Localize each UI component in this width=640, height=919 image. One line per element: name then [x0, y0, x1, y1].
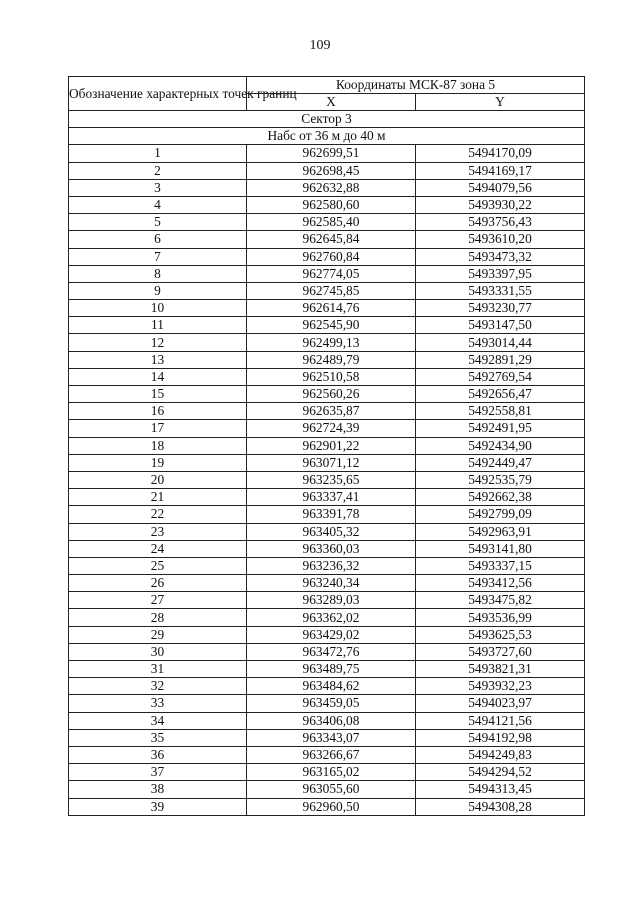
y-coordinate-cell: 5493473,32 — [416, 248, 585, 265]
y-coordinate-cell: 5492963,91 — [416, 523, 585, 540]
x-coordinate-cell: 963165,02 — [247, 764, 416, 781]
table-row — [69, 626, 585, 643]
point-number-cell: 1 — [69, 145, 247, 162]
point-number-cell: 20 — [69, 471, 247, 488]
table-row — [69, 798, 585, 815]
table-row — [69, 368, 585, 385]
y-coordinate-cell: 5493625,53 — [416, 626, 585, 643]
point-number-cell: 2 — [69, 162, 247, 179]
table-row — [69, 282, 585, 299]
x-coordinate-cell: 962489,79 — [247, 351, 416, 368]
table-row — [69, 420, 585, 437]
point-number-cell: 21 — [69, 489, 247, 506]
x-coordinate-cell: 962560,26 — [247, 386, 416, 403]
header-row — [69, 77, 585, 94]
x-coordinate-cell: 963055,60 — [247, 781, 416, 798]
y-coordinate-cell: 5493930,22 — [416, 196, 585, 213]
table-row — [69, 678, 585, 695]
x-coordinate-cell: 963362,02 — [247, 609, 416, 626]
point-number-cell: 13 — [69, 351, 247, 368]
y-coordinate-cell: 5493141,80 — [416, 540, 585, 557]
y-coordinate-cell: 5494079,56 — [416, 179, 585, 196]
x-coordinate-cell: 962545,90 — [247, 317, 416, 334]
table-row — [69, 609, 585, 626]
y-coordinate-cell: 5494121,56 — [416, 712, 585, 729]
y-coordinate-cell: 5492656,47 — [416, 386, 585, 403]
point-number-cell: 6 — [69, 231, 247, 248]
point-number-cell: 25 — [69, 557, 247, 574]
y-coordinate-cell: 5493230,77 — [416, 300, 585, 317]
y-coordinate-cell: 5492662,38 — [416, 489, 585, 506]
table-row — [69, 764, 585, 781]
y-coordinate-cell: 5493756,43 — [416, 214, 585, 231]
point-number-cell: 34 — [69, 712, 247, 729]
table-row — [69, 781, 585, 798]
y-coordinate-cell: 5492558,81 — [416, 403, 585, 420]
point-number-cell: 26 — [69, 575, 247, 592]
point-number-cell: 8 — [69, 265, 247, 282]
table-row — [69, 540, 585, 557]
y-coordinate-cell: 5493397,95 — [416, 265, 585, 282]
point-number-cell: 24 — [69, 540, 247, 557]
sector-row — [69, 111, 585, 128]
x-coordinate-cell: 962960,50 — [247, 798, 416, 815]
table-row — [69, 454, 585, 471]
table-row — [69, 729, 585, 746]
table-row — [69, 196, 585, 213]
height-range-row — [69, 128, 585, 145]
point-number-cell: 12 — [69, 334, 247, 351]
coordinates-table-body — [69, 77, 585, 816]
point-number-cell: 18 — [69, 437, 247, 454]
point-number-cell: 15 — [69, 386, 247, 403]
x-coordinate-cell: 963337,41 — [247, 489, 416, 506]
x-coordinate-cell: 962614,76 — [247, 300, 416, 317]
x-coordinate-cell: 962645,84 — [247, 231, 416, 248]
x-coordinate-cell: 963406,08 — [247, 712, 416, 729]
x-coordinate-cell: 962635,87 — [247, 403, 416, 420]
x-coordinate-cell: 963289,03 — [247, 592, 416, 609]
y-coordinate-cell: 5493014,44 — [416, 334, 585, 351]
x-coordinate-cell: 962745,85 — [247, 282, 416, 299]
y-coordinate-cell: 5494192,98 — [416, 729, 585, 746]
point-number-cell: 33 — [69, 695, 247, 712]
y-coordinate-cell: 5493727,60 — [416, 643, 585, 660]
table-row — [69, 695, 585, 712]
x-coordinate-cell: 963235,65 — [247, 471, 416, 488]
x-coordinate-cell: 962724,39 — [247, 420, 416, 437]
y-coordinate-cell: 5493610,20 — [416, 231, 585, 248]
y-coordinate-cell: 5492491,95 — [416, 420, 585, 437]
point-number-cell: 35 — [69, 729, 247, 746]
y-coordinate-cell: 5493412,56 — [416, 575, 585, 592]
point-number-cell: 38 — [69, 781, 247, 798]
y-coordinate-cell: 5492449,47 — [416, 454, 585, 471]
table-row — [69, 351, 585, 368]
y-coordinate-cell: 5494308,28 — [416, 798, 585, 815]
table-row — [69, 334, 585, 351]
x-coordinate-cell: 963240,34 — [247, 575, 416, 592]
table-row — [69, 506, 585, 523]
y-coordinate-cell: 5494249,83 — [416, 746, 585, 763]
point-number-cell: 17 — [69, 420, 247, 437]
point-number-cell: 39 — [69, 798, 247, 815]
y-coordinate-cell: 5493475,82 — [416, 592, 585, 609]
x-coordinate-cell: 963266,67 — [247, 746, 416, 763]
table-row — [69, 437, 585, 454]
table-row — [69, 265, 585, 282]
point-number-cell: 31 — [69, 661, 247, 678]
point-number-cell: 37 — [69, 764, 247, 781]
coordinates-table — [68, 76, 585, 816]
x-coordinate-cell: 963391,78 — [247, 506, 416, 523]
point-number-cell: 11 — [69, 317, 247, 334]
x-coordinate-cell: 963472,76 — [247, 643, 416, 660]
y-coordinate-cell: 5494023,97 — [416, 695, 585, 712]
point-label-header: Обозначение характерных точек границ — [69, 77, 247, 111]
x-coordinate-cell: 963405,32 — [247, 523, 416, 540]
x-coordinate-cell: 963459,05 — [247, 695, 416, 712]
x-coordinate-cell: 962699,51 — [247, 145, 416, 162]
table-row — [69, 523, 585, 540]
point-number-cell: 29 — [69, 626, 247, 643]
table-row — [69, 489, 585, 506]
table-row — [69, 248, 585, 265]
y-coordinate-cell: 5493331,55 — [416, 282, 585, 299]
table-row — [69, 661, 585, 678]
table-row — [69, 162, 585, 179]
y-column-header: Y — [416, 94, 585, 111]
table-row — [69, 575, 585, 592]
x-coordinate-cell: 963360,03 — [247, 540, 416, 557]
table-row — [69, 712, 585, 729]
point-number-cell: 19 — [69, 454, 247, 471]
table-row — [69, 145, 585, 162]
point-number-cell: 32 — [69, 678, 247, 695]
y-coordinate-cell: 5493821,31 — [416, 661, 585, 678]
point-number-cell: 9 — [69, 282, 247, 299]
point-number-cell: 14 — [69, 368, 247, 385]
point-number-cell: 30 — [69, 643, 247, 660]
y-coordinate-cell: 5494294,52 — [416, 764, 585, 781]
table-row — [69, 317, 585, 334]
x-coordinate-cell: 963429,02 — [247, 626, 416, 643]
y-coordinate-cell: 5493932,23 — [416, 678, 585, 695]
y-coordinate-cell: 5492799,09 — [416, 506, 585, 523]
y-coordinate-cell: 5492434,90 — [416, 437, 585, 454]
point-number-cell: 7 — [69, 248, 247, 265]
table-row — [69, 386, 585, 403]
x-coordinate-cell: 962510,58 — [247, 368, 416, 385]
x-coordinate-cell: 962585,40 — [247, 214, 416, 231]
y-coordinate-cell: 5492891,29 — [416, 351, 585, 368]
x-coordinate-cell: 962580,60 — [247, 196, 416, 213]
y-coordinate-cell: 5493147,50 — [416, 317, 585, 334]
coord-system-header: Координаты МСК-87 зона 5 — [247, 77, 585, 94]
table-row — [69, 643, 585, 660]
y-coordinate-cell: 5493536,99 — [416, 609, 585, 626]
height-range: Набс от 36 м до 40 м — [69, 128, 585, 145]
x-coordinate-cell: 963484,62 — [247, 678, 416, 695]
table-row — [69, 179, 585, 196]
table-row — [69, 300, 585, 317]
table-row — [69, 231, 585, 248]
table-row — [69, 403, 585, 420]
page-number: 109 — [309, 38, 331, 53]
sector-title: Сектор 3 — [69, 111, 585, 128]
point-number-cell: 36 — [69, 746, 247, 763]
x-coordinate-cell: 963236,32 — [247, 557, 416, 574]
point-number-cell: 28 — [69, 609, 247, 626]
y-coordinate-cell: 5494313,45 — [416, 781, 585, 798]
x-coordinate-cell: 962774,05 — [247, 265, 416, 282]
point-number-cell: 10 — [69, 300, 247, 317]
x-column-header: X — [247, 94, 416, 111]
point-number-cell: 23 — [69, 523, 247, 540]
x-coordinate-cell: 963071,12 — [247, 454, 416, 471]
x-coordinate-cell: 963343,07 — [247, 729, 416, 746]
point-number-cell: 27 — [69, 592, 247, 609]
point-number-cell: 22 — [69, 506, 247, 523]
x-coordinate-cell: 962760,84 — [247, 248, 416, 265]
y-coordinate-cell: 5493337,15 — [416, 557, 585, 574]
y-coordinate-cell: 5494170,09 — [416, 145, 585, 162]
y-coordinate-cell: 5492535,79 — [416, 471, 585, 488]
x-coordinate-cell: 962632,88 — [247, 179, 416, 196]
x-coordinate-cell: 962698,45 — [247, 162, 416, 179]
y-coordinate-cell: 5494169,17 — [416, 162, 585, 179]
x-coordinate-cell: 962499,13 — [247, 334, 416, 351]
x-coordinate-cell: 963489,75 — [247, 661, 416, 678]
point-number-cell: 4 — [69, 196, 247, 213]
table-row — [69, 746, 585, 763]
table-row — [69, 471, 585, 488]
point-number-cell: 5 — [69, 214, 247, 231]
point-number-cell: 3 — [69, 179, 247, 196]
table-row — [69, 557, 585, 574]
table-row — [69, 214, 585, 231]
y-coordinate-cell: 5492769,54 — [416, 368, 585, 385]
point-number-cell: 16 — [69, 403, 247, 420]
x-coordinate-cell: 962901,22 — [247, 437, 416, 454]
table-row — [69, 592, 585, 609]
